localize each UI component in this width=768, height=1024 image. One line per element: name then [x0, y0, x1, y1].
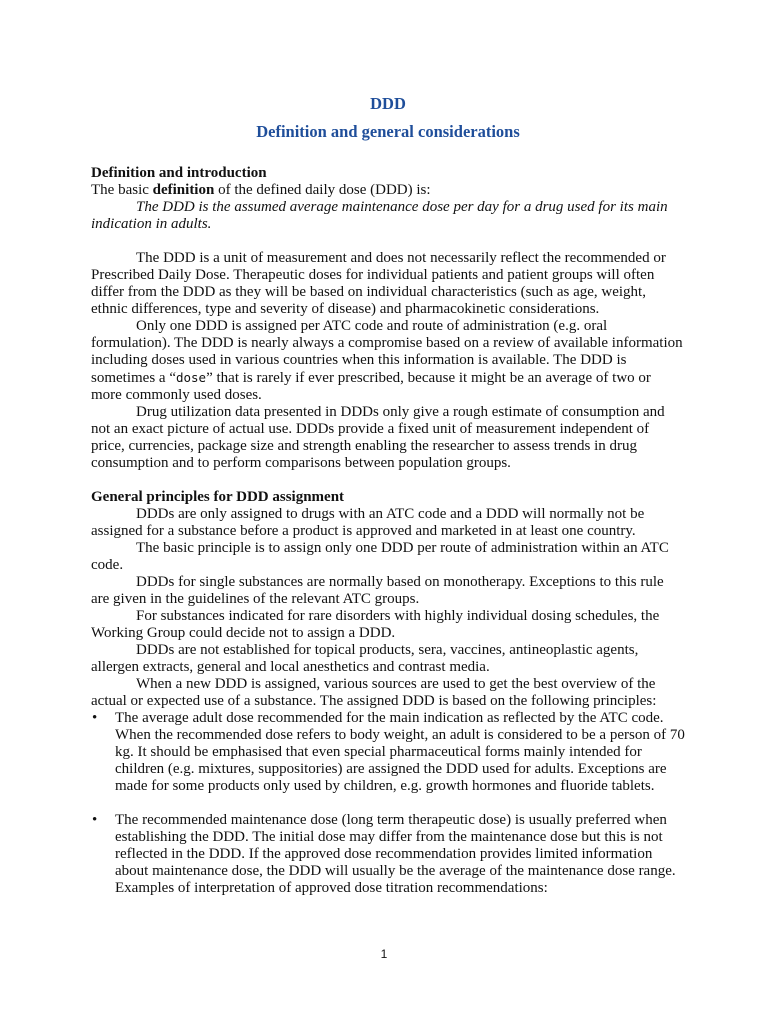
paragraph: For substances indicated for rare disorders with highly individual dosing schedules, the Working Group could decide not to assign a DDD. [91, 608, 660, 641]
definition-intro: The basic definition of the defined daily dose (DDD) is: [91, 182, 431, 198]
definition-quote: The DDD is the assumed average maintenance dose per day for a drug used for its main indication in adults. [91, 199, 668, 232]
paragraph: The DDD is a unit of measurement and does not necessarily reflect the recommended or Prescribed Daily Dose. Therapeutic doses for individual patients and patient groups will often differ from the DDD as they will be based on individual characteristics (such as age, weight, ethnic differences, type and severity of disease) and pharmacokinetic considerations. [91, 250, 666, 317]
paragraph: DDDs are not established for topical products, sera, vaccines, antineoplastic agents, allergen extracts, general and local anesthetics and contrast media. [91, 642, 639, 675]
definition-bold: definition [152, 182, 215, 198]
list-item: • The average adult dose recommended for the main indication as reflected by the ATC code. When the recommended dose refers to body weight, an adult is considered to be a person of 70 kg. It should be emphasised that even special pharmaceutical forms mainly intended for children (e.g. mixtures, suppositories) are assigned the DDD used for adults. Exceptions are made for some products only used by children, e.g. growth hormones and fluoride tablets. [92, 710, 685, 794]
document-title: DDD [370, 94, 406, 113]
paragraph: Drug utilization data presented in DDDs only give a rough estimate of consumption and not an exact picture of actual use. DDDs provide a fixed unit of measurement independent of price, currencies, package size and strength enabling the researcher to assess trends in drug consumption and to perform comparisons between population groups. [91, 404, 665, 471]
paragraph: DDDs are only assigned to drugs with an ATC code and a DDD will normally not be assigned for a substance before a product is approved and marketed in at least one country. [91, 506, 645, 539]
section-heading-definition: Definition and introduction [91, 165, 267, 181]
paragraph: Only one DDD is assigned per ATC code and route of administration (e.g. oral formulation). The DDD is nearly always a compromise based on a review of available information including doses used in various countries when this information is available. The DDD is sometimes a “dose” that is rarely if ever prescribed, because it might be an average of two or more commonly used doses. [91, 318, 683, 403]
bullet-icon: • [92, 812, 98, 828]
document-subtitle: Definition and general considerations [256, 122, 520, 141]
paragraph: When a new DDD is assigned, various sources are used to get the best overview of the actual or expected use of a substance. The assigned DDD is based on the following principles: [91, 676, 657, 709]
section-heading-principles: General principles for DDD assignment [91, 489, 345, 505]
page-number: 1 [380, 947, 388, 961]
bullet-icon: • [92, 710, 98, 726]
paragraph: The basic principle is to assign only one DDD per route of administration within an ATC code. [91, 540, 669, 573]
paragraph: DDDs for single substances are normally based on monotherapy. Exceptions to this rule are given in the guidelines of the relevant ATC groups. [91, 574, 664, 607]
list-item: • The recommended maintenance dose (long term therapeutic dose) is usually preferred when establishing the DDD. The initial dose may differ from the maintenance dose but this is not reflected in the DDD. If the approved dose recommendation provides limited information about maintenance dose, the DDD will usually be the average of the maintenance dose range. Examples of interpretation of approved dose titration recommendations: [92, 812, 676, 896]
document-page [91, 94, 685, 897]
principles-list [91, 710, 685, 897]
